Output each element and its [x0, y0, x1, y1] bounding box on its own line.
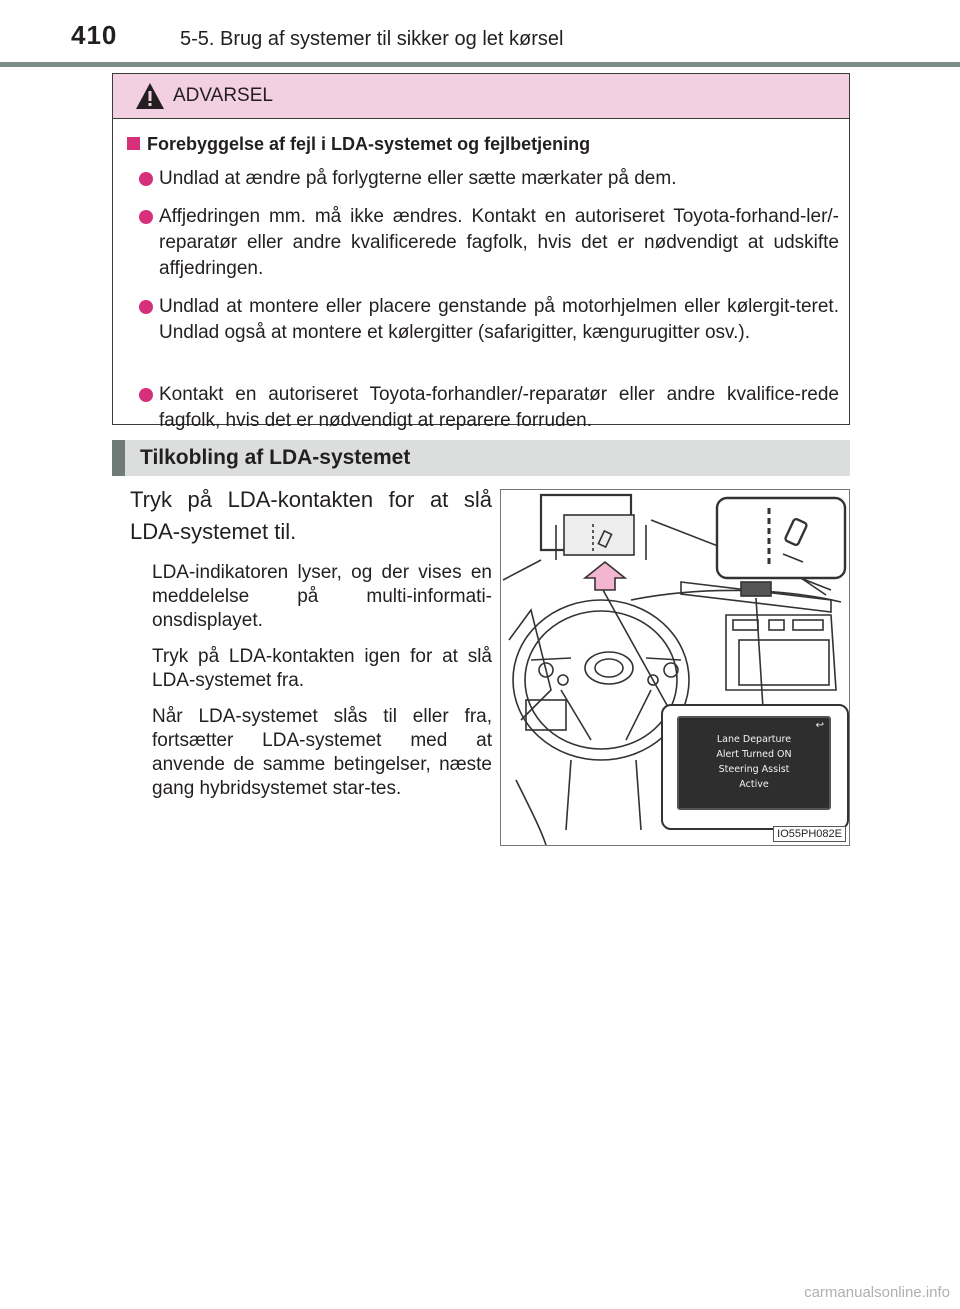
bullet-icon: [139, 172, 153, 186]
warning-item-text: Kontakt en autoriseret Toyota-forhandler/-reparatør eller andre kvalifice-rede fagfolk, hvis det er nødvendigt at reparere forruden.: [159, 384, 839, 431]
warning-item-text: Affjedringen mm. må ikke ændres. Kontakt en autoriseret Toyota-forhand-ler/-reparatør eller andre kvalificerede fagfolk, hvis det er nødvendigt at udskifte affjedringen.: [159, 206, 839, 279]
watermark: carmanualsonline.info: [804, 1284, 950, 1301]
instruction-paragraph: LDA-indikatoren lyser, og der vises en meddelelse på multi-informati-onsdisplayet.: [152, 562, 492, 631]
header-rule: [0, 62, 960, 67]
display-screen: [677, 716, 831, 810]
bullet-icon: [139, 210, 153, 224]
warning-heading: [127, 134, 590, 155]
display-line: Active: [739, 779, 769, 790]
multi-information-display: [661, 704, 849, 830]
warning-title: ADVARSEL: [173, 85, 273, 106]
page-number: 410: [71, 20, 118, 50]
warning-item-text: Undlad at montere eller placere genstande på motorhjelmen eller kølergit-teret. Undlad også at montere et kølergitter (safarigitter, kængurugitter osv.).: [159, 296, 839, 343]
section-header: [112, 440, 850, 476]
bullet-icon: [139, 300, 153, 314]
instruction-paragraph: Når LDA-systemet slås til eller fra, fortsætter LDA-systemet med at anvende de samme betingelser, næste gang hybridsystemet star-tes.: [152, 706, 492, 799]
display-line: Steering Assist: [718, 764, 790, 775]
return-icon: ↩: [815, 720, 824, 731]
warning-item: [139, 204, 839, 282]
display-message: [679, 732, 829, 792]
warning-item-text: Undlad at ændre på forlygterne eller sætte mærkater på dem.: [159, 168, 677, 189]
square-bullet-icon: [127, 137, 140, 150]
display-line: Alert Turned ON: [716, 749, 792, 760]
chapter-title: 5-5. Brug af systemer til sikker og let kørsel: [180, 28, 564, 50]
warning-triangle-icon: [135, 82, 165, 110]
figure-id: IO55PH082E: [773, 826, 846, 842]
instruction-paragraph: Tryk på LDA-kontakten igen for at slå LDA-systemet fra.: [152, 646, 492, 691]
main-text: [130, 484, 492, 801]
warning-item: [139, 166, 839, 192]
section-header-bar: [112, 440, 125, 476]
warning-header: [113, 74, 849, 119]
warning-item: [139, 294, 839, 346]
instruction-lead: Tryk på LDA-kontakten for at slå LDA-systemet til.: [130, 487, 492, 544]
section-title: Tilkobling af LDA-systemet: [140, 446, 411, 469]
display-line: Lane Departure: [716, 734, 792, 745]
dashboard-illustration: [500, 489, 850, 846]
warning-box: [112, 73, 850, 431]
warning-item: [139, 382, 839, 434]
bullet-icon: [139, 388, 153, 402]
warning-heading-text: Forebyggelse af fejl i LDA-systemet og fejlbetjening: [147, 134, 591, 154]
